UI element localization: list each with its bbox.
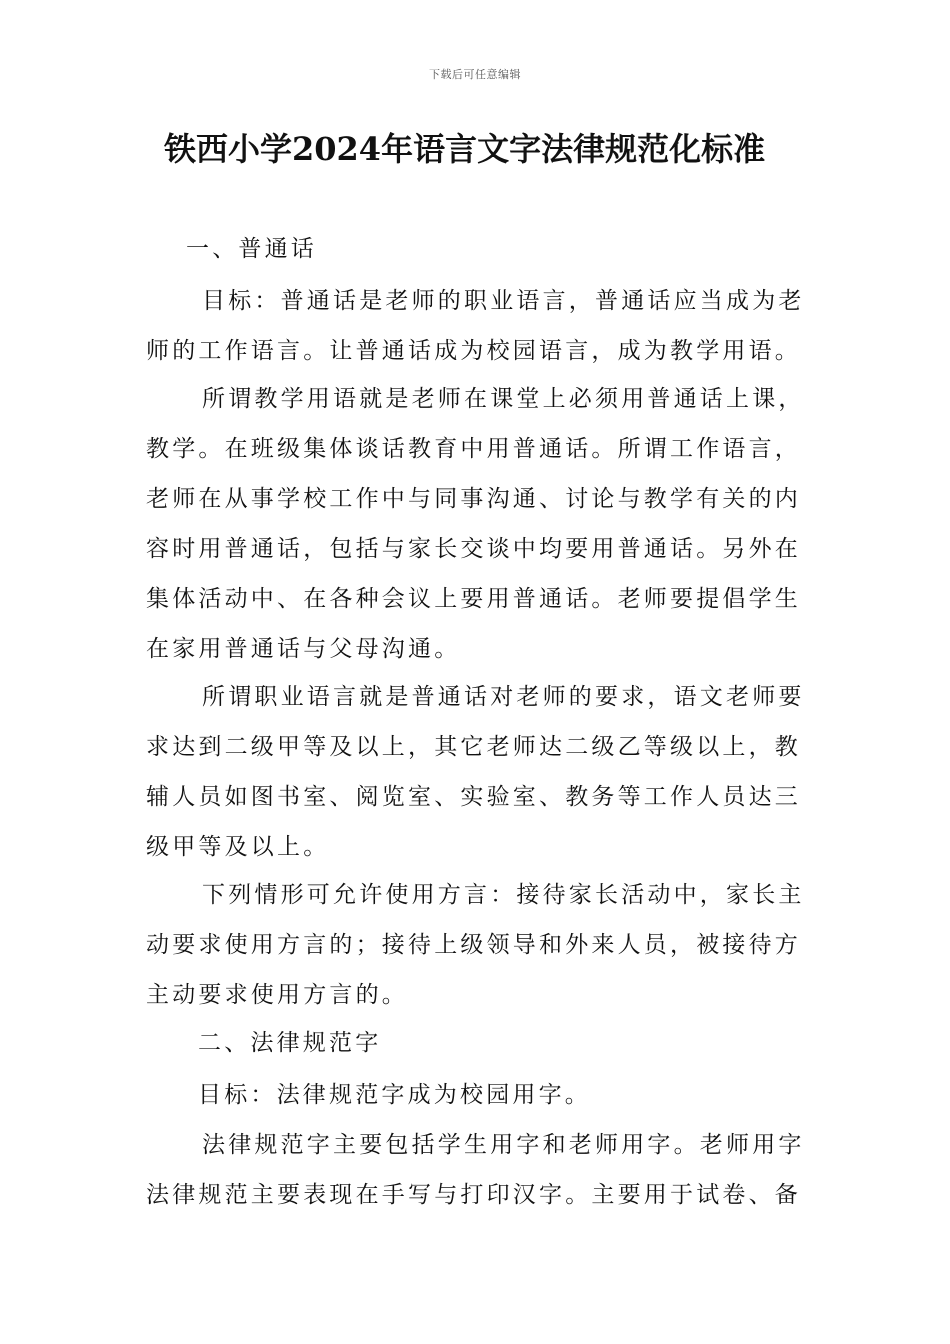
- paragraph-professional-language: 所谓职业语言就是普通话对老师的要求，语文老师要求达到二级甲等及以上，其它老师达二级乙等级以上，教辅人员如图书室、阅览室、实验室、教务等工作人员达三级甲等及以上。: [146, 684, 805, 860]
- paragraph-standard-characters-detail: 法律规范字主要包括学生用字和老师用字。老师用字法律规范主要表现在手写与打印汉字。主要用于试卷、备: [146, 1132, 805, 1208]
- paragraph-teaching-language: 所谓教学用语就是老师在课堂上必须用普通话上课，教学。在班级集体谈话教育中用普通话。所谓工作语言，老师在从事学校工作中与同事沟通、讨论与教学有关的内容时用普通话，包括与家长交谈中均要用普通话。另外在集体活动中、在各种会议上要用普通话。老师要提倡学生在家用普通话与父母沟通。: [146, 386, 805, 662]
- page-header-note: 下载后可任意编辑: [429, 68, 521, 81]
- section-heading-standard-characters: 二、法律规范字: [198, 1030, 382, 1056]
- document-title: 铁西小学2024年语言文字法律规范化标准: [164, 130, 766, 168]
- paragraph-dialect-exceptions: 下列情形可允许使用方言：接待家长活动中，家长主动要求使用方言的；接待上级领导和外来人员，被接待方主动要求使用方言的。: [146, 882, 805, 1008]
- paragraph-mandarin-goal: 目标：普通话是老师的职业语言，普通话应当成为老师的工作语言。让普通话成为校园语言，成为教学用语。: [146, 288, 805, 364]
- section-heading-mandarin: 一、普通话: [186, 236, 317, 262]
- paragraph-standard-characters-goal: 目标：法律规范字成为校园用字。: [198, 1082, 591, 1108]
